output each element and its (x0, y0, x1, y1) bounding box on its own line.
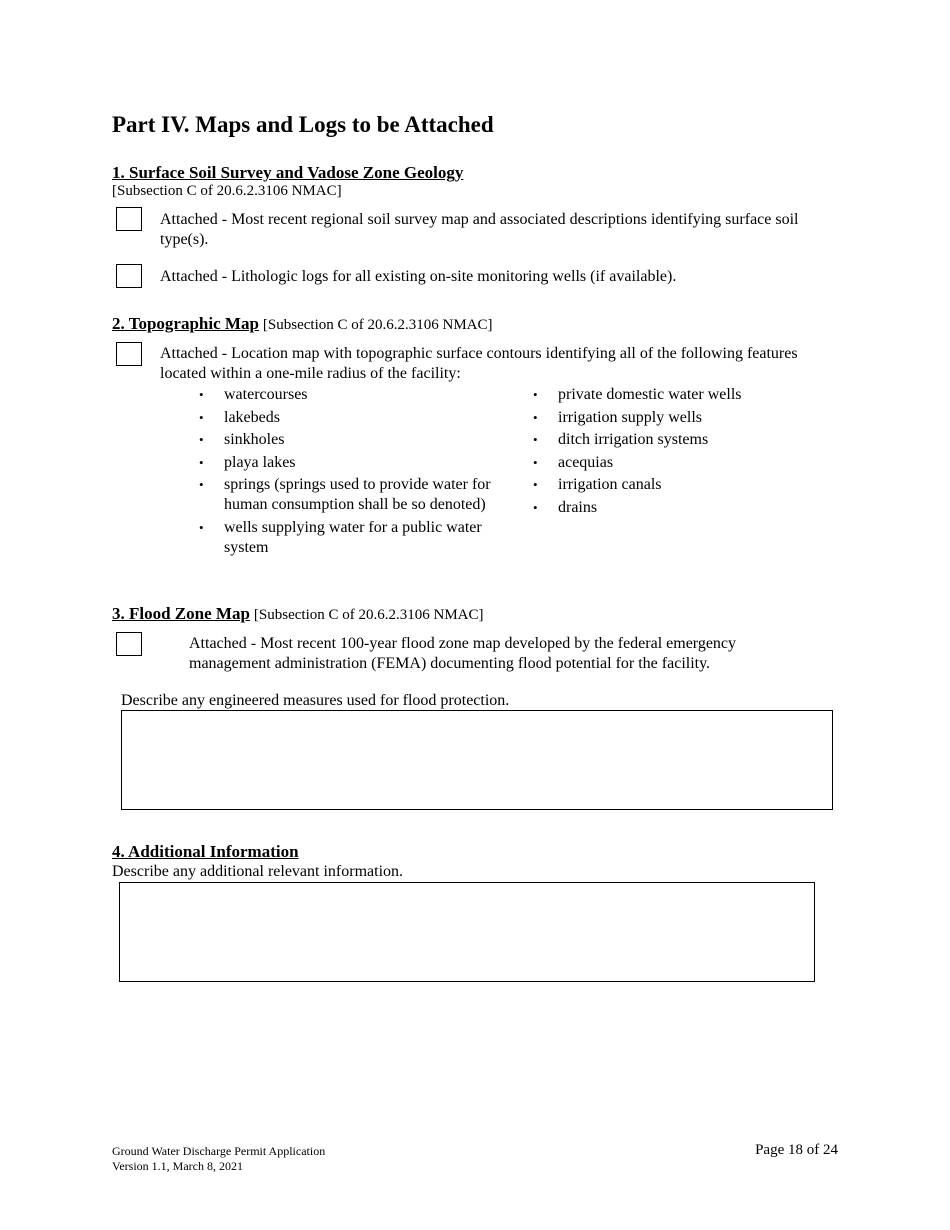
section3-describe-label: Describe any engineered measures used for flood protection. (121, 692, 510, 709)
section1-subsection: [Subsection C of 20.6.2.3106 NMAC] (112, 183, 342, 199)
list-item-label: drains (558, 498, 598, 516)
bullet-icon: • (533, 477, 538, 493)
section2-heading-line (112, 314, 492, 334)
bullet-icon: • (533, 432, 538, 448)
list-item-label: irrigation supply wells (558, 408, 702, 426)
list-item (199, 385, 494, 405)
list-item-label: lakebeds (224, 408, 280, 426)
section2-left-list (199, 385, 494, 561)
list-item (199, 475, 494, 515)
list-item-label: sinkholes (224, 431, 285, 449)
list-item (533, 498, 833, 518)
list-item (533, 385, 833, 405)
footer-info (112, 1144, 325, 1174)
list-item (199, 408, 494, 428)
bullet-icon: • (199, 387, 204, 402)
section1-item2-text: Attached - Lithologic logs for all existing on-site monitoring wells (if available). (160, 268, 677, 285)
list-item-label: playa lakes (224, 453, 296, 471)
section1-heading: 1. Surface Soil Survey and Vadose Zone Geology (112, 163, 464, 182)
bullet-icon: • (533, 499, 538, 515)
list-item (533, 453, 833, 473)
section2-item1-text: Attached - Location map with topographic surface contours identifying all of the following features located within a one-mile radius of the facility: (160, 345, 798, 382)
list-item (533, 408, 833, 428)
list-item (533, 430, 833, 450)
bullet-icon: • (533, 454, 538, 470)
bullet-icon: • (199, 454, 204, 470)
section3-heading-line (112, 604, 483, 624)
section2-item1-checkbox[interactable] (116, 342, 142, 366)
list-item-label: irrigation canals (558, 476, 662, 494)
section2-heading: 2. Topographic Map (112, 314, 259, 333)
section1-item1-checkbox[interactable] (116, 207, 142, 231)
bullet-icon: • (199, 432, 204, 448)
list-item (199, 453, 494, 473)
section4-heading: 4. Additional Information (112, 842, 299, 861)
list-item-label: private domestic water wells (558, 386, 742, 403)
list-item-label: wells supplying water for a public water system (224, 518, 482, 556)
bullet-icon: • (199, 409, 204, 425)
section2-subsection: [Subsection C of 20.6.2.3106 NMAC] (262, 317, 493, 333)
list-item (199, 430, 494, 450)
footer-document-name: Ground Water Discharge Permit Application (112, 1144, 326, 1158)
section1-item1-text: Attached - Most recent regional soil survey map and associated descriptions identifying surface soil type(s). (160, 211, 799, 248)
page-title: Part IV. Maps and Logs to be Attached (112, 112, 494, 137)
section3-item1-text: Attached - Most recent 100-year flood zone map developed by the federal emergency management administration (FEMA) documenting flood potential for the facility. (189, 635, 737, 672)
section2-right-list (533, 385, 833, 521)
list-item-label: watercourses (224, 386, 308, 403)
footer-version: Version 1.1, March 8, 2021 (112, 1159, 243, 1173)
additional-info-textbox[interactable] (119, 882, 815, 982)
list-item (533, 475, 833, 495)
list-item-label: springs (springs used to provide water for human consumption shall be so denoted) (224, 476, 491, 514)
flood-protection-textbox[interactable] (121, 710, 833, 810)
section3-item1-checkbox[interactable] (116, 632, 142, 656)
list-item-label: ditch irrigation systems (558, 431, 709, 449)
list-item (199, 518, 494, 558)
section3-heading: 3. Flood Zone Map (112, 604, 250, 623)
bullet-icon: • (533, 409, 538, 425)
section1-item2-checkbox[interactable] (116, 264, 142, 288)
bullet-icon: • (533, 387, 538, 402)
section3-subsection: [Subsection C of 20.6.2.3106 NMAC] (253, 607, 484, 623)
section4-describe-label: Describe any additional relevant information. (112, 863, 404, 880)
bullet-icon: • (199, 477, 204, 493)
page-number: Page 18 of 24 (755, 1142, 838, 1158)
list-item-label: acequias (558, 453, 614, 471)
bullet-icon: • (199, 519, 204, 535)
